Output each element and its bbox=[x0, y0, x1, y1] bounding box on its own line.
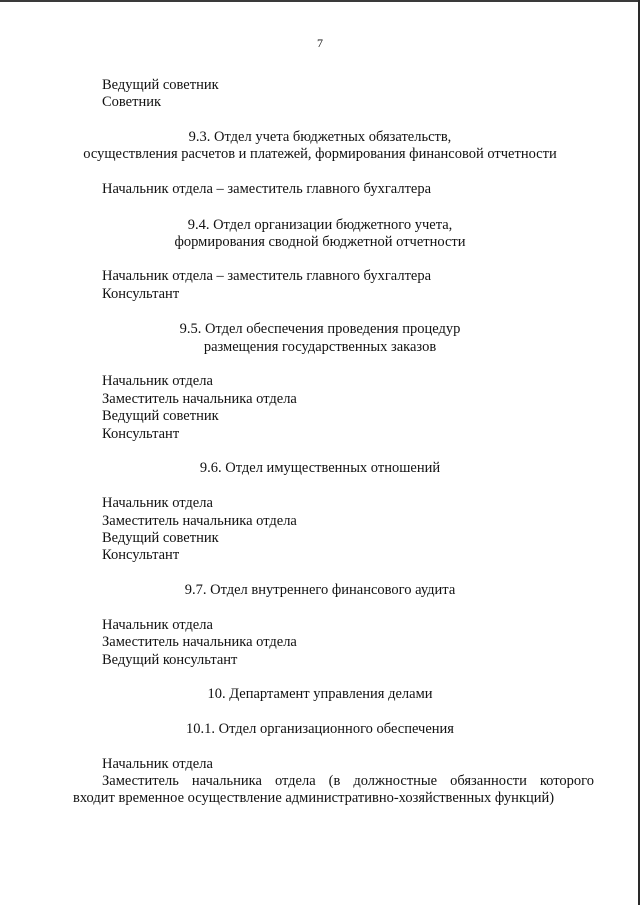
position-item: Начальник отдела – заместитель главного бухгалтера bbox=[102, 268, 432, 284]
section-heading-9-7: 9.7. Отдел внутреннего финансового аудита bbox=[184, 582, 456, 598]
section-heading-9-4-cont: формирования сводной бюджетной отчетности bbox=[174, 234, 466, 250]
paragraph-line-2: входит временное осуществление административно-хозяйственных функций) bbox=[73, 790, 555, 806]
position-item: Консультант bbox=[102, 426, 180, 442]
paragraph-word: которого bbox=[539, 773, 594, 789]
position-item: Начальник отдела bbox=[102, 756, 213, 772]
paragraph-word: должностные bbox=[353, 773, 438, 789]
page-number: 7 bbox=[317, 36, 323, 50]
position-item: Начальник отдела bbox=[102, 373, 213, 389]
paragraph-word: (в bbox=[328, 773, 341, 789]
paragraph-word: начальника bbox=[191, 773, 262, 789]
position-item: Ведущий консультант bbox=[102, 652, 238, 668]
position-item: Консультант bbox=[102, 547, 180, 563]
paragraph-word: отдела bbox=[274, 773, 316, 789]
section-heading-9-4: 9.4. Отдел организации бюджетного учета, bbox=[187, 217, 453, 233]
position-item: Заместитель начальника отдела bbox=[102, 391, 297, 407]
section-heading-9-3: 9.3. Отдел учета бюджетных обязательств, bbox=[188, 129, 452, 145]
position-item: Ведущий советник bbox=[102, 408, 219, 424]
position-item: Консультант bbox=[102, 286, 180, 302]
paragraph-word: обязанности bbox=[450, 773, 527, 789]
section-heading-9-3-cont: осуществления расчетов и платежей, формирования финансовой отчетности bbox=[83, 146, 557, 162]
paragraph-line-1 bbox=[102, 773, 594, 791]
section-heading-10: 10. Департамент управления делами bbox=[207, 686, 433, 702]
position-item: Заместитель начальника отдела bbox=[102, 513, 297, 529]
position-item: Начальник отдела bbox=[102, 495, 213, 511]
section-heading-9-5: 9.5. Отдел обеспечения проведения процедур bbox=[179, 321, 461, 337]
paragraph-word: Заместитель bbox=[102, 773, 179, 789]
section-heading-9-5-cont: размещения государственных заказов bbox=[203, 339, 437, 355]
position-item: Советник bbox=[102, 94, 162, 110]
position-item: Начальник отдела – заместитель главного бухгалтера bbox=[102, 181, 432, 197]
position-item: Ведущий советник bbox=[102, 530, 219, 546]
position-item: Ведущий советник bbox=[102, 77, 219, 93]
section-heading-9-6: 9.6. Отдел имущественных отношений bbox=[199, 460, 441, 476]
position-item: Заместитель начальника отдела bbox=[102, 634, 297, 650]
section-heading-10-1: 10.1. Отдел организационного обеспечения bbox=[186, 721, 454, 737]
position-item: Начальник отдела bbox=[102, 617, 213, 633]
